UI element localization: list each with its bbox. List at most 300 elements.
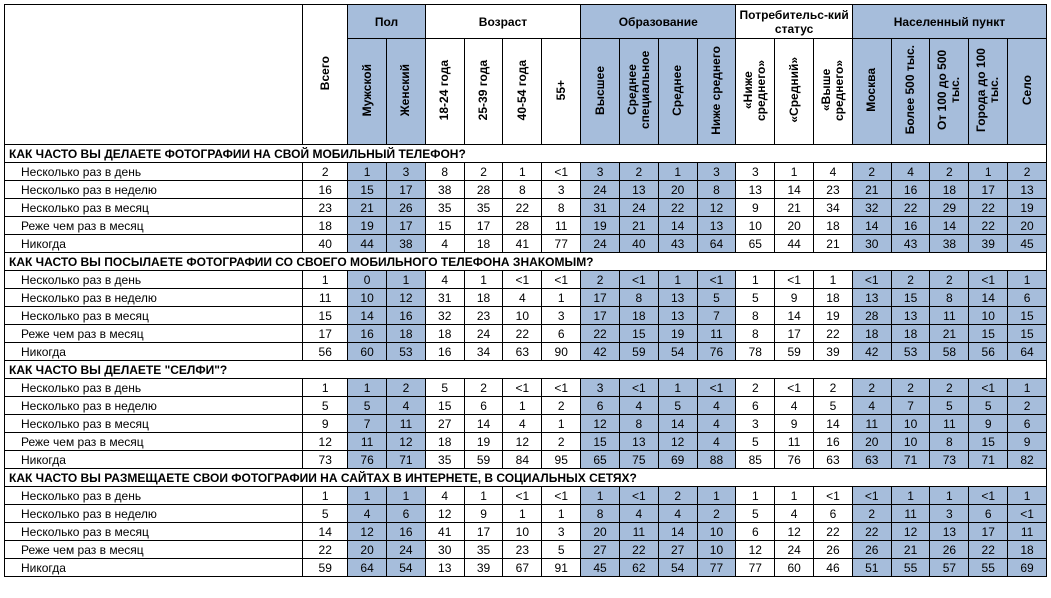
table-cell: 73 [930, 451, 969, 469]
table-cell: 14 [658, 415, 697, 433]
table-cell: 2 [581, 271, 620, 289]
table-cell: 13 [619, 181, 658, 199]
table-cell: 9 [775, 415, 814, 433]
table-cell: 24 [775, 541, 814, 559]
table-cell: 22 [503, 199, 542, 217]
group-header-row [5, 5, 1047, 39]
table-row [5, 451, 1047, 469]
table-body [5, 145, 1047, 577]
table-cell: 75 [619, 451, 658, 469]
table-cell: 71 [891, 451, 930, 469]
table-cell: 2 [736, 379, 775, 397]
table-cell: 24 [387, 541, 426, 559]
question-title: КАК ЧАСТО ВЫ ПОСЫЛАЕТЕ ФОТОГРАФИИ СО СВОЕГО МОБИЛЬНОГО ТЕЛЕФОНА ЗНАКОМЫМ? [5, 253, 1047, 271]
table-cell: 10 [697, 523, 736, 541]
table-row [5, 235, 1047, 253]
table-cell: 13 [1008, 181, 1047, 199]
table-cell: 5 [736, 289, 775, 307]
table-cell: 3 [736, 163, 775, 181]
table-cell: 21 [852, 181, 891, 199]
table-cell: 55 [969, 559, 1008, 577]
table-cell: 1 [581, 487, 620, 505]
table-cell: 5 [736, 505, 775, 523]
table-cell: 63 [503, 343, 542, 361]
table-cell: <1 [503, 271, 542, 289]
table-cell: 2 [697, 505, 736, 523]
table-cell: 2 [658, 487, 697, 505]
table-cell: 16 [425, 343, 464, 361]
table-cell: 24 [464, 325, 503, 343]
row-label: Несколько раз в день [5, 163, 303, 181]
table-cell: 22 [814, 523, 853, 541]
table-cell: 2 [852, 163, 891, 181]
table-cell: 53 [387, 343, 426, 361]
table-cell: 1 [387, 271, 426, 289]
table-cell: 7 [891, 397, 930, 415]
table-cell: 13 [658, 307, 697, 325]
table-cell: 7 [348, 415, 387, 433]
col-header-over-500k: Более 500 тыс. [891, 39, 930, 145]
col-header-age-25-39: 25-39 года [464, 39, 503, 145]
table-cell: 4 [348, 505, 387, 523]
table-cell: 20 [658, 181, 697, 199]
table-cell: 6 [1008, 415, 1047, 433]
table-cell: 1 [891, 487, 930, 505]
table-cell: 26 [814, 541, 853, 559]
table-cell: 18 [852, 325, 891, 343]
table-cell: 10 [891, 415, 930, 433]
table-cell: 21 [814, 235, 853, 253]
table-cell: 77 [736, 559, 775, 577]
col-header-age-18-24: 18-24 года [425, 39, 464, 145]
table-cell: 12 [425, 505, 464, 523]
group-education: Образование [581, 5, 736, 39]
table-cell: 11 [930, 415, 969, 433]
table-cell: 8 [736, 325, 775, 343]
group-settlement: Населенный пункт [852, 5, 1046, 39]
table-cell: 24 [581, 181, 620, 199]
table-cell: 59 [775, 343, 814, 361]
table-cell: 59 [619, 343, 658, 361]
table-cell: 1 [348, 379, 387, 397]
table-cell: 27 [658, 541, 697, 559]
table-cell: 65 [736, 235, 775, 253]
table-cell: 3 [542, 307, 581, 325]
table-cell: 22 [969, 217, 1008, 235]
table-cell: 5 [736, 433, 775, 451]
question-title: КАК ЧАСТО ВЫ ДЕЛАЕТЕ "СЕЛФИ"? [5, 361, 1047, 379]
table-cell: 35 [464, 541, 503, 559]
table-cell: 2 [852, 505, 891, 523]
table-cell: 13 [425, 559, 464, 577]
table-cell: 15 [969, 325, 1008, 343]
table-cell: 13 [697, 217, 736, 235]
col-header-age-55-plus: 55+ [542, 39, 581, 145]
group-gender: Пол [348, 5, 426, 39]
table-cell: 17 [387, 217, 426, 235]
table-row [5, 559, 1047, 577]
table-cell: 22 [303, 541, 348, 559]
table-cell: 26 [852, 541, 891, 559]
table-cell: 1 [387, 487, 426, 505]
table-cell: 19 [581, 217, 620, 235]
table-cell: 19 [814, 307, 853, 325]
question-title: КАК ЧАСТО ВЫ ДЕЛАЕТЕ ФОТОГРАФИИ НА СВОЙ МОБИЛЬНЫЙ ТЕЛЕФОН? [5, 145, 1047, 163]
table-cell: 22 [503, 325, 542, 343]
table-row [5, 415, 1047, 433]
table-cell: 12 [303, 433, 348, 451]
row-label: Несколько раз в неделю [5, 181, 303, 199]
table-cell: 71 [969, 451, 1008, 469]
table-cell: 4 [619, 397, 658, 415]
question-row [5, 145, 1047, 163]
table-cell: 35 [425, 199, 464, 217]
group-age: Возраст [425, 5, 580, 39]
table-cell: 17 [464, 523, 503, 541]
survey-table [4, 4, 1047, 577]
table-cell: 11 [303, 289, 348, 307]
table-cell: 27 [581, 541, 620, 559]
table-cell: 45 [1008, 235, 1047, 253]
table-cell: 56 [969, 343, 1008, 361]
table-row [5, 271, 1047, 289]
table-cell: 6 [969, 505, 1008, 523]
table-cell: <1 [969, 271, 1008, 289]
table-cell: 10 [697, 541, 736, 559]
table-cell: 4 [891, 163, 930, 181]
row-label: Никогда [5, 235, 303, 253]
table-cell: 38 [425, 181, 464, 199]
table-cell: 27 [425, 415, 464, 433]
table-cell: 14 [348, 307, 387, 325]
table-cell: 44 [775, 235, 814, 253]
table-cell: 18 [1008, 541, 1047, 559]
table-cell: 6 [736, 397, 775, 415]
row-label: Реже чем раз в месяц [5, 433, 303, 451]
table-cell: 82 [1008, 451, 1047, 469]
table-cell: 24 [581, 235, 620, 253]
table-cell: 14 [775, 307, 814, 325]
table-cell: 13 [930, 523, 969, 541]
table-cell: 34 [464, 343, 503, 361]
table-cell: 13 [658, 289, 697, 307]
row-label: Несколько раз в месяц [5, 523, 303, 541]
table-cell: 39 [814, 343, 853, 361]
table-cell: 21 [348, 199, 387, 217]
table-cell: 8 [736, 307, 775, 325]
table-cell: 17 [581, 289, 620, 307]
table-row [5, 433, 1047, 451]
table-cell: 16 [303, 181, 348, 199]
table-cell: 17 [464, 217, 503, 235]
table-cell: 22 [814, 325, 853, 343]
table-cell: 15 [1008, 325, 1047, 343]
table-cell: 1 [503, 505, 542, 523]
question-row [5, 469, 1047, 487]
table-cell: 11 [387, 415, 426, 433]
table-row [5, 505, 1047, 523]
table-cell: 10 [891, 433, 930, 451]
table-cell: 22 [658, 199, 697, 217]
table-cell: 1 [542, 289, 581, 307]
table-cell: 42 [852, 343, 891, 361]
table-cell: 2 [542, 433, 581, 451]
table-cell: 3 [542, 523, 581, 541]
table-cell: 23 [814, 181, 853, 199]
col-header-100k-500k: От 100 до 500 тыс. [930, 39, 969, 145]
table-cell: 88 [697, 451, 736, 469]
table-cell: 12 [658, 433, 697, 451]
table-cell: 35 [425, 451, 464, 469]
col-header-age-40-54: 40-54 года [503, 39, 542, 145]
table-row [5, 163, 1047, 181]
table-cell: 73 [303, 451, 348, 469]
table-cell: 4 [503, 289, 542, 307]
table-cell: 30 [425, 541, 464, 559]
table-cell: 21 [891, 541, 930, 559]
table-cell: 2 [619, 163, 658, 181]
table-cell: <1 [503, 379, 542, 397]
table-cell: 19 [348, 217, 387, 235]
table-cell: 20 [581, 523, 620, 541]
col-header-edu-below-secondary: Ниже среднего [697, 39, 736, 145]
table-cell: 15 [425, 217, 464, 235]
table-cell: 1 [464, 487, 503, 505]
table-cell: 8 [503, 181, 542, 199]
table-cell: 8 [619, 415, 658, 433]
table-cell: 23 [503, 541, 542, 559]
table-cell: 6 [1008, 289, 1047, 307]
table-cell: 4 [425, 271, 464, 289]
col-header-male: Мужской [348, 39, 387, 145]
table-cell: 2 [542, 397, 581, 415]
table-cell: 20 [1008, 217, 1047, 235]
table-cell: 39 [464, 559, 503, 577]
table-cell: 4 [697, 415, 736, 433]
table-cell: 1 [348, 487, 387, 505]
table-cell: <1 [969, 487, 1008, 505]
table-cell: 4 [503, 415, 542, 433]
table-cell: 1 [303, 271, 348, 289]
table-cell: 9 [775, 289, 814, 307]
table-cell: 62 [619, 559, 658, 577]
table-cell: 3 [581, 163, 620, 181]
table-cell: <1 [542, 163, 581, 181]
col-header-edu-vocational: Среднее специальное [619, 39, 658, 145]
table-cell: 19 [1008, 199, 1047, 217]
table-cell: 64 [348, 559, 387, 577]
table-cell: 9 [303, 415, 348, 433]
table-cell: <1 [814, 487, 853, 505]
row-label: Никогда [5, 559, 303, 577]
table-cell: 18 [814, 289, 853, 307]
table-cell: 21 [930, 325, 969, 343]
table-cell: 6 [464, 397, 503, 415]
table-cell: 78 [736, 343, 775, 361]
table-cell: 5 [542, 541, 581, 559]
table-cell: 6 [736, 523, 775, 541]
table-cell: 15 [619, 325, 658, 343]
table-cell: 76 [697, 343, 736, 361]
table-cell: 64 [1008, 343, 1047, 361]
table-cell: 23 [303, 199, 348, 217]
table-cell: <1 [619, 379, 658, 397]
table-cell: 13 [736, 181, 775, 199]
table-cell: 0 [348, 271, 387, 289]
table-cell: <1 [775, 379, 814, 397]
table-cell: 16 [891, 217, 930, 235]
table-row [5, 541, 1047, 559]
table-cell: 11 [542, 217, 581, 235]
row-label: Несколько раз в день [5, 271, 303, 289]
col-header-edu-higher: Высшее [581, 39, 620, 145]
table-cell: 22 [852, 523, 891, 541]
table-cell: 91 [542, 559, 581, 577]
table-cell: 28 [464, 181, 503, 199]
table-cell: 26 [930, 541, 969, 559]
table-cell: 55 [891, 559, 930, 577]
table-cell: 3 [387, 163, 426, 181]
table-cell: 4 [387, 397, 426, 415]
table-cell: 1 [775, 163, 814, 181]
table-cell: 71 [387, 451, 426, 469]
table-cell: 8 [930, 289, 969, 307]
table-cell: 84 [503, 451, 542, 469]
table-cell: 9 [736, 199, 775, 217]
table-cell: 1 [348, 163, 387, 181]
col-header-female: Женский [387, 39, 426, 145]
table-cell: 5 [303, 505, 348, 523]
table-cell: <1 [852, 487, 891, 505]
question-row [5, 253, 1047, 271]
corner-cell [5, 5, 303, 145]
table-cell: 76 [775, 451, 814, 469]
table-cell: 43 [891, 235, 930, 253]
table-cell: 4 [775, 397, 814, 415]
table-cell: 16 [387, 523, 426, 541]
table-cell: 1 [658, 163, 697, 181]
table-cell: 16 [348, 325, 387, 343]
table-cell: 11 [348, 433, 387, 451]
table-cell: 41 [425, 523, 464, 541]
table-cell: 59 [303, 559, 348, 577]
table-cell: 95 [542, 451, 581, 469]
table-cell: 3 [736, 415, 775, 433]
table-cell: 38 [387, 235, 426, 253]
row-label: Несколько раз в неделю [5, 397, 303, 415]
table-cell: 43 [658, 235, 697, 253]
table-cell: 8 [697, 181, 736, 199]
col-header-moscow: Москва [852, 39, 891, 145]
table-cell: 53 [891, 343, 930, 361]
table-cell: 22 [891, 199, 930, 217]
table-cell: 64 [697, 235, 736, 253]
table-cell: 63 [852, 451, 891, 469]
table-cell: 65 [581, 451, 620, 469]
row-label: Несколько раз в неделю [5, 505, 303, 523]
table-row [5, 199, 1047, 217]
table-cell: 24 [619, 199, 658, 217]
table-cell: 45 [581, 559, 620, 577]
table-cell: 28 [503, 217, 542, 235]
table-cell: 42 [581, 343, 620, 361]
table-cell: 15 [581, 433, 620, 451]
table-cell: 1 [775, 487, 814, 505]
table-cell: 54 [658, 343, 697, 361]
table-cell: 1 [814, 271, 853, 289]
table-cell: 9 [464, 505, 503, 523]
table-cell: 20 [348, 541, 387, 559]
table-cell: 35 [464, 199, 503, 217]
table-cell: 1 [464, 271, 503, 289]
table-cell: 14 [658, 523, 697, 541]
table-cell: 21 [619, 217, 658, 235]
table-cell: 8 [542, 199, 581, 217]
table-cell: 11 [891, 505, 930, 523]
table-cell: 17 [969, 523, 1008, 541]
table-cell: 13 [619, 433, 658, 451]
table-cell: 23 [464, 307, 503, 325]
table-cell: 60 [348, 343, 387, 361]
table-cell: 54 [658, 559, 697, 577]
table-cell: 10 [503, 307, 542, 325]
table-cell: 77 [697, 559, 736, 577]
table-cell: 69 [1008, 559, 1047, 577]
table-cell: 2 [891, 271, 930, 289]
table-cell: 18 [930, 181, 969, 199]
table-cell: 11 [930, 307, 969, 325]
table-cell: 4 [697, 433, 736, 451]
table-cell: 32 [852, 199, 891, 217]
table-cell: 2 [852, 379, 891, 397]
table-cell: 20 [852, 433, 891, 451]
table-cell: 4 [697, 397, 736, 415]
table-cell: 20 [775, 217, 814, 235]
table-cell: <1 [542, 487, 581, 505]
table-row [5, 487, 1047, 505]
row-label: Никогда [5, 343, 303, 361]
table-cell: 14 [969, 289, 1008, 307]
table-cell: <1 [619, 487, 658, 505]
row-label: Несколько раз в месяц [5, 199, 303, 217]
table-cell: 5 [969, 397, 1008, 415]
table-cell: 31 [425, 289, 464, 307]
col-header-edu-secondary: Среднее [658, 39, 697, 145]
row-label: Несколько раз в день [5, 487, 303, 505]
table-cell: 1 [1008, 379, 1047, 397]
table-cell: 18 [464, 235, 503, 253]
table-cell: 2 [464, 163, 503, 181]
table-cell: 12 [581, 415, 620, 433]
table-cell: 9 [969, 415, 1008, 433]
table-cell: 14 [852, 217, 891, 235]
table-cell: 2 [930, 379, 969, 397]
table-cell: 16 [891, 181, 930, 199]
table-cell: 15 [303, 307, 348, 325]
table-cell: 6 [387, 505, 426, 523]
table-cell: 77 [542, 235, 581, 253]
table-cell: 17 [387, 181, 426, 199]
table-cell: 22 [969, 541, 1008, 559]
table-cell: 6 [542, 325, 581, 343]
table-cell: 5 [697, 289, 736, 307]
table-cell: 15 [1008, 307, 1047, 325]
table-cell: 3 [697, 163, 736, 181]
table-cell: 18 [814, 217, 853, 235]
table-cell: 40 [619, 235, 658, 253]
table-cell: 18 [425, 325, 464, 343]
table-cell: 3 [542, 181, 581, 199]
